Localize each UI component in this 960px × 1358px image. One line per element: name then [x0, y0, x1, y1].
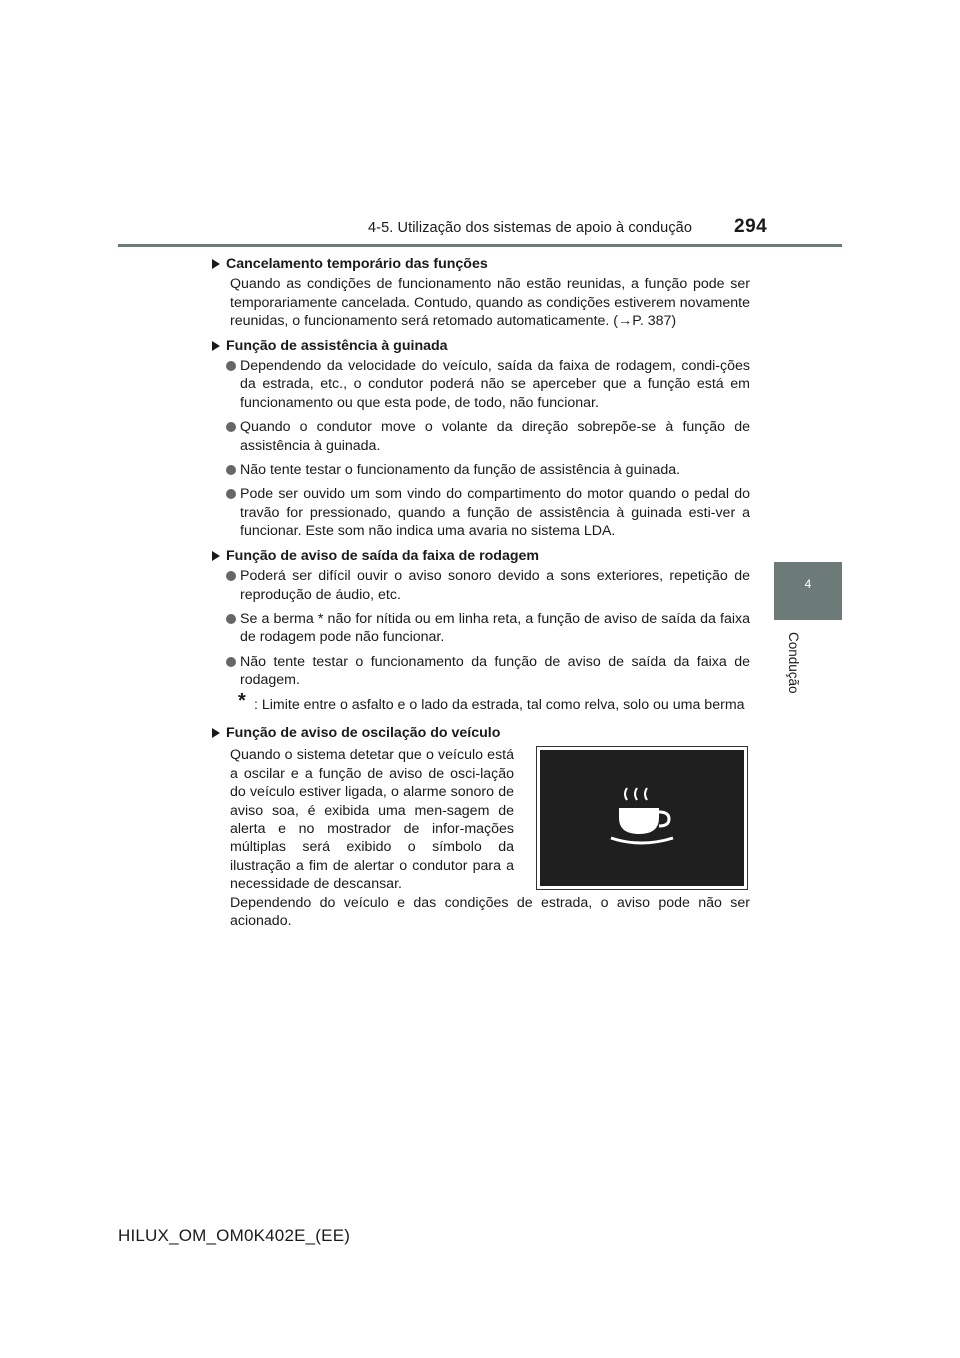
- header-title: 4-5. Utilização dos sistemas de apoio à condução: [368, 220, 692, 236]
- section-title: Função de aviso de oscilação do veículo: [210, 724, 750, 742]
- chapter-tab[interactable]: [774, 562, 842, 620]
- bullet-dot-icon: [226, 361, 236, 371]
- triangle-bullet-icon: [212, 341, 220, 351]
- list-item: Poderá ser difícil ouvir o aviso sonoro devido a sons exteriores, repetição de reprodução de áudio, etc.: [210, 567, 750, 604]
- display-illustration: [536, 746, 748, 890]
- list-item: Dependendo da velocidade do veículo, saída da faixa de rodagem, condi-ções da estrada, etc., o condutor poderá não se aperceber que a função está em funcionamento ou que esta pode, de todo, não funcionar.: [210, 357, 750, 412]
- list-item: Não tente testar o funcionamento da função de assistência à guinada.: [210, 461, 750, 479]
- header-rule: [118, 244, 842, 247]
- section-lane-departure-alert: [210, 547, 750, 714]
- paragraph: Quando as condições de funcionamento não estão reunidas, a função pode ser temporariamente cancelada. Contudo, quando as condições estiverem novamente reunidas, o funcionamento será retomado automaticamente. (→P. 387): [230, 276, 750, 330]
- footnote: * : Limite entre o asfalto e o lado da estrada, tal como relva, solo ou uma berma: [238, 689, 745, 713]
- list-item: Se a berma * não for nítida ou em linha reta, a função de aviso de saída da faixa de rodagem pode não funcionar.: [210, 610, 750, 647]
- asterisk-mark: *: [238, 689, 246, 712]
- list-item: Pode ser ouvido um som vindo do compartimento do motor quando o pedal do travão for pressionado, quando a função de assistência à guinada esti-ver a funcionar. Este som não indica uma avaria no sistema LDA.: [210, 485, 750, 540]
- paragraph: Quando o sistema detetar que o veículo está a oscilar e a função de aviso de osci-lação do veículo estiver ligada, o alarme sonoro de aviso soa, é exibida uma men-sagem de alerta e no mostrador de infor-mações múltiplas será exibido o símbolo da ilustração a fim de alertar o condutor para a necessidade de descansar.: [230, 747, 514, 893]
- section-yaw-assist: [210, 337, 750, 541]
- section-sway-warning: [210, 724, 750, 930]
- triangle-bullet-icon: [212, 259, 220, 269]
- coffee-cup-icon: [607, 786, 677, 850]
- triangle-bullet-icon: [212, 551, 220, 561]
- section-temporary-cancel: [210, 255, 750, 331]
- chapter-label: Condução: [786, 632, 801, 694]
- bullet-dot-icon: [226, 571, 236, 581]
- bullet-dot-icon: [226, 422, 236, 432]
- document-code: HILUX_OM_OM0K402E_(EE): [118, 1226, 351, 1245]
- list-item: Não tente testar o funcionamento da função de aviso de saída da faixa de rodagem.: [210, 653, 750, 690]
- bullet-dot-icon: [226, 614, 236, 624]
- section-title: Função de aviso de saída da faixa de rodagem: [210, 547, 750, 565]
- paragraph: Dependendo do veículo e das condições de estrada, o aviso pode não ser acionado.: [230, 894, 750, 929]
- page-number: 294: [734, 216, 768, 237]
- content: [210, 255, 750, 936]
- section-title: Função de assistência à guinada: [210, 337, 750, 355]
- display-screen: [540, 750, 744, 886]
- sway-warning-body: [210, 746, 750, 893]
- triangle-bullet-icon: [212, 728, 220, 738]
- bullet-dot-icon: [226, 489, 236, 499]
- bullet-dot-icon: [226, 657, 236, 667]
- section-title: Cancelamento temporário das funções: [210, 255, 750, 273]
- chapter-number: 4: [804, 577, 812, 591]
- bullet-dot-icon: [226, 465, 236, 475]
- list-item: Quando o condutor move o volante da direção sobrepõe-se à função de assistência à guinada.: [210, 418, 750, 455]
